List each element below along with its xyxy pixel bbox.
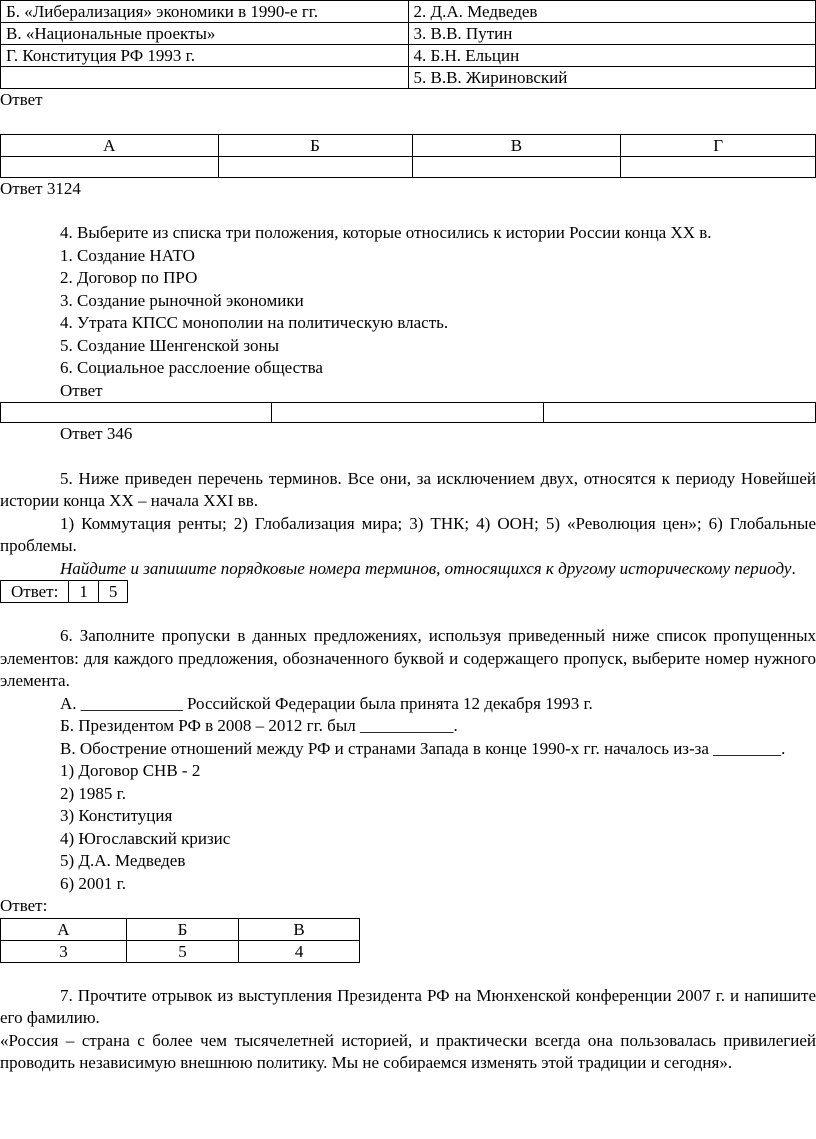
table-row (1, 940, 360, 962)
table-row (1, 45, 816, 67)
answer-table (0, 402, 816, 423)
list-item: 1) Договор СНВ - 2 (60, 761, 201, 780)
list-item: 6. Социальное расслоение общества (60, 358, 323, 377)
question-4: 4. Выберите из списка три положения, которые относились к истории России конца XX в. (60, 223, 712, 242)
answer-label: Ответ: (1, 581, 69, 603)
list-item: 1. Создание НАТО (60, 245, 195, 265)
answer-cell[interactable] (621, 156, 816, 177)
matching-table (0, 0, 816, 89)
answer-label: Ответ (60, 380, 103, 400)
table-header-cell: Б (126, 918, 238, 940)
table-row (1, 581, 128, 603)
list-item: 6) 2001 г. (60, 873, 126, 893)
list-item: 4) Югославский кризис (60, 828, 231, 848)
answer-cell[interactable]: 1 (69, 581, 99, 603)
table-header-cell: В (239, 918, 360, 940)
instruction (0, 558, 816, 581)
sentence-c: В. Обострение отношений между РФ и странами Запада в конце 1990-х гг. началось из-за ________. (60, 738, 786, 758)
answer-label: Ответ: (0, 896, 48, 915)
answer-text: Ответ 3124 (0, 178, 81, 198)
table-cell: В. «Национальные проекты» (1, 23, 409, 45)
list-item: 3. Создание рыночной экономики (60, 290, 304, 310)
answer-cell[interactable]: 4 (239, 940, 360, 962)
question-5: 5. Ниже приведен перечень терминов. Все они, за исключением двух, относятся к периоду Новейшей истории конца XX – начала XXI вв. (0, 468, 816, 510)
question-6: 6. Заполните пропуски в данных предложениях, используя приведенный ниже список пропущенных элементов: для каждого предложения, обозначенного буквой и содержащего пропуск, выберите номер нужного элемента. (0, 626, 816, 690)
table-header-cell: А (1, 918, 127, 940)
table-header-cell: В (412, 134, 621, 156)
list-item: 2. Договор по ПРО (60, 268, 198, 287)
table-row (1, 403, 816, 423)
table-header-cell: Г (621, 134, 816, 156)
sentence-b: Б. Президентом РФ в 2008 – 2012 гг. был ___________. (60, 716, 458, 735)
instruction-text: Найдите и запишите порядковые номера терминов, относящихся к другому историческому периоду (60, 558, 792, 578)
answer-cell[interactable]: 5 (98, 581, 128, 603)
table-cell: Г. Конституция РФ 1993 г. (1, 45, 409, 67)
table-row (1, 156, 816, 177)
table-cell: 3. В.В. Путин (408, 23, 816, 45)
quote: «Россия – страна с более чем тысячелетней историей, и практически всегда она пользовалась привилегией проводить независимую внешнюю политику. Мы не собираемся изменять этой традиции и сегодня». (0, 1030, 816, 1072)
sentence-a: А. ____________ Российской Федерации была принята 12 декабря 1993 г. (60, 693, 593, 713)
list-item: 4. Утрата КПСС монополии на политическую власть. (60, 313, 449, 332)
table-row (1, 134, 816, 156)
answer-cell[interactable] (412, 156, 621, 177)
answer-cell[interactable] (1, 403, 272, 423)
question-7: 7. Прочтите отрывок из выступления Президента РФ на Мюнхенской конференции 2007 г. и напишите его фамилию. (0, 985, 816, 1027)
answer-cell[interactable]: 5 (126, 940, 238, 962)
instruction-end: . (791, 558, 796, 578)
answer-cell[interactable]: 3 (1, 940, 127, 962)
list-item: 3) Конституция (60, 806, 173, 825)
table-cell: 2. Д.А. Медведев (408, 1, 816, 23)
table-cell: 4. Б.Н. Ельцин (408, 45, 816, 67)
table-cell (1, 67, 409, 89)
table-header-cell: А (1, 134, 219, 156)
answer-table (0, 918, 360, 963)
answer-cell[interactable] (218, 156, 412, 177)
table-cell: Б. «Либерализация» экономики в 1990-е гг. (1, 1, 409, 23)
terms-list: 1) Коммутация ренты; 2) Глобализация мира; 3) ТНК; 4) ООН; 5) «Революция цен»; 6) Глобальные проблемы. (0, 513, 816, 555)
answer-text: Ответ 346 (60, 424, 133, 443)
answer-table (0, 580, 128, 603)
answer-table (0, 134, 816, 178)
table-cell: 5. В.В. Жириновский (408, 67, 816, 89)
table-row (1, 1, 816, 23)
answer-cell[interactable] (543, 403, 815, 423)
table-row (1, 918, 360, 940)
list-item: 5) Д.А. Медведев (60, 851, 186, 870)
table-header-cell: Б (218, 134, 412, 156)
list-item: 2) 1985 г. (60, 783, 126, 803)
answer-cell[interactable] (1, 156, 219, 177)
answer-label: Ответ (0, 90, 43, 109)
list-item: 5. Создание Шенгенской зоны (60, 335, 280, 355)
answer-cell[interactable] (272, 403, 543, 423)
table-row (1, 23, 816, 45)
table-row (1, 67, 816, 89)
